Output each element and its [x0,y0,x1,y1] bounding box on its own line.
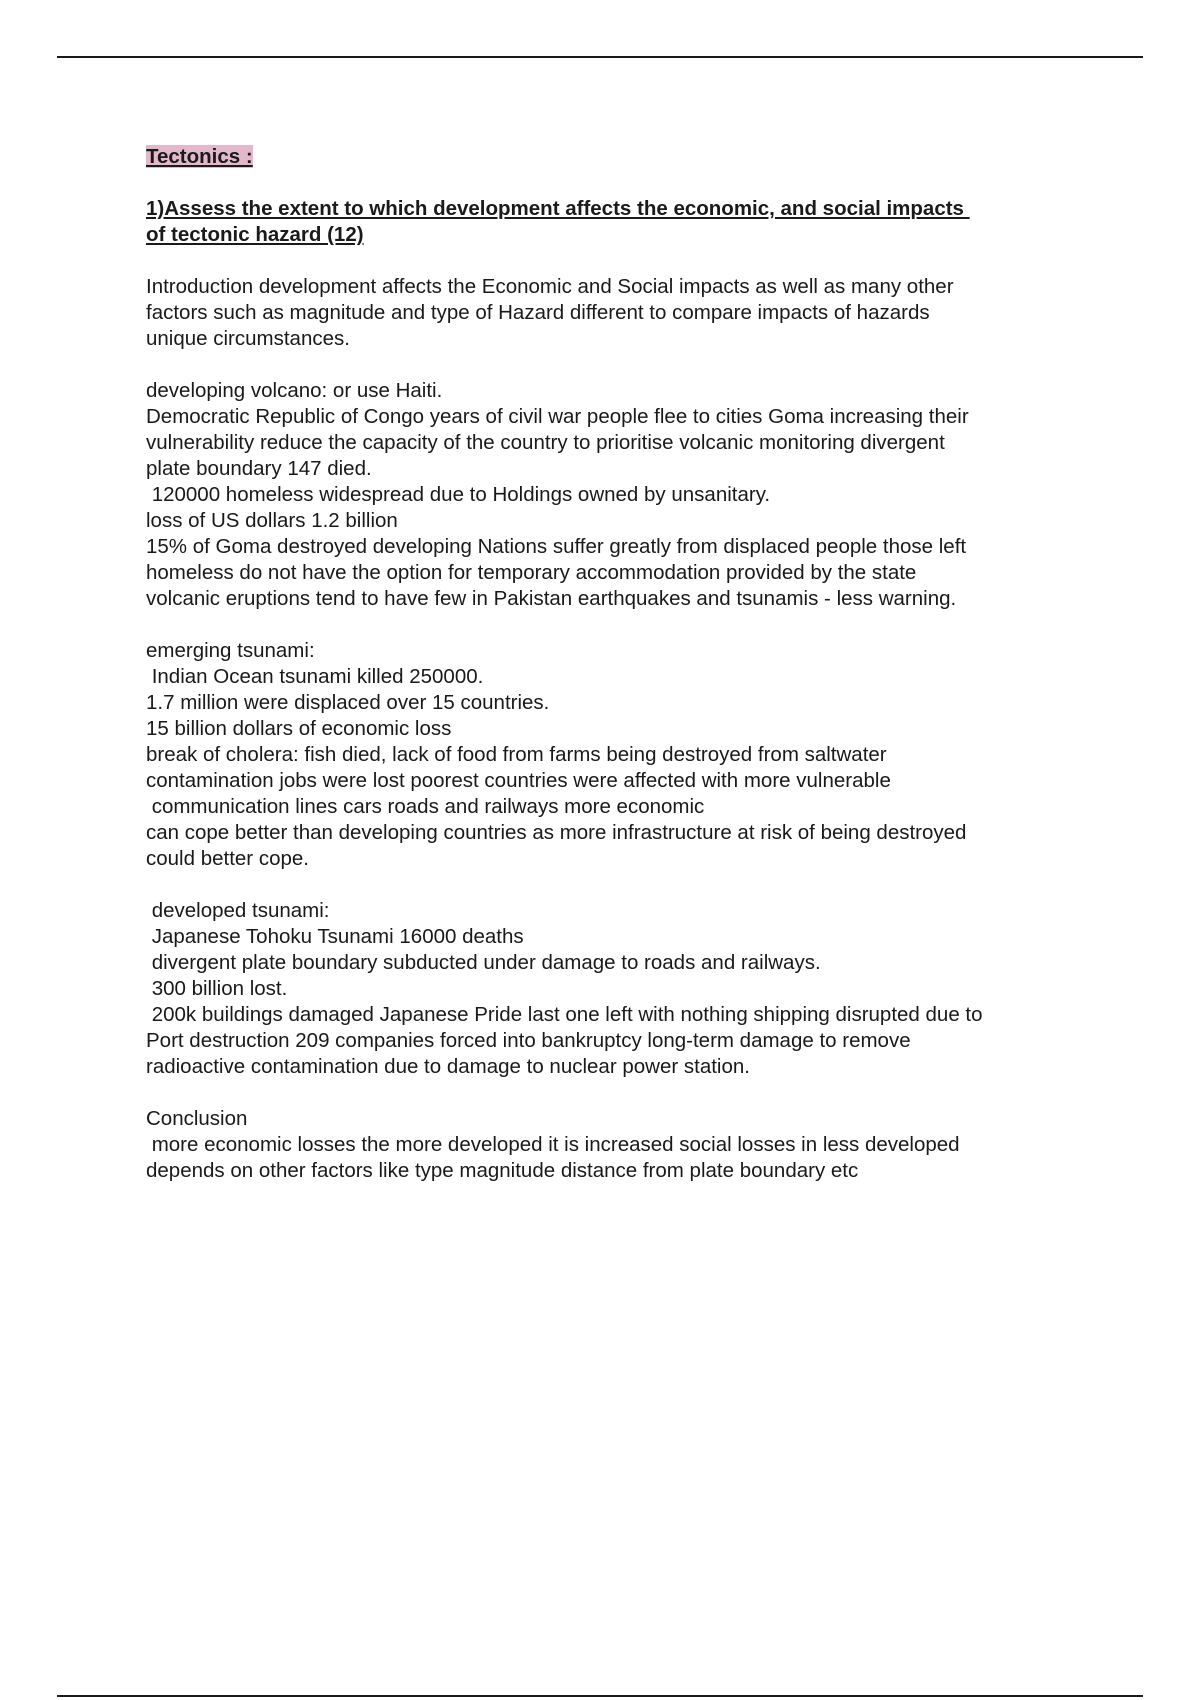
introduction-paragraph [146,274,1076,352]
text-line: factors such as magnitude and type of Hazard different to compare impacts of hazards [146,301,930,324]
text-line: 200k buildings damaged Japanese Pride last one left with nothing shipping disrupted due to [146,1003,983,1026]
text-line: Conclusion [146,1107,248,1130]
text-line: Port destruction 209 companies forced into bankruptcy long-term damage to remove [146,1029,911,1052]
text-line: can cope better than developing countries as more infrastructure at risk of being destroyed [146,821,967,844]
bottom-rule [57,1695,1143,1697]
text-line: Japanese Tohoku Tsunami 16000 deaths [146,925,524,948]
text-line: developing volcano: or use Haiti. [146,379,443,402]
text-line: unique circumstances. [146,327,350,350]
text-line: 15 billion dollars of economic loss [146,717,452,740]
text-line: could better cope. [146,847,309,870]
title-highlight: Tectonics : [146,145,253,168]
text-line: 1.7 million were displaced over 15 countries. [146,691,550,714]
text-line: communication lines cars roads and railways more economic [146,795,705,818]
text-line: volcanic eruptions tend to have few in Pakistan earthquakes and tsunamis - less warning. [146,587,957,610]
text-line: break of cholera: fish died, lack of food from farms being destroyed from saltwater [146,743,887,766]
text-line: divergent plate boundary subducted under damage to roads and railways. [146,951,821,974]
text-line: 300 billion lost. [146,977,288,1000]
text-line: Democratic Republic of Congo years of civil war people flee to cities Goma increasing their [146,405,969,428]
text-line: 15% of Goma destroyed developing Nations suffer greatly from displaced people those left [146,535,967,558]
emerging-tsunami-paragraph [146,638,1076,872]
conclusion-paragraph [146,1106,1076,1184]
text-line: depends on other factors like type magnitude distance from plate boundary etc [146,1159,859,1182]
developing-volcano-paragraph [146,378,1076,612]
text-line: loss of US dollars 1.2 billion [146,509,398,532]
text-line: 120000 homeless widespread due to Holdings owned by unsanitary. [146,483,771,506]
text-line: contamination jobs were lost poorest countries were affected with more vulnerable [146,769,891,792]
page-title [146,144,1076,170]
document-body [146,144,1076,1210]
question-line: of tectonic hazard (12) [146,223,364,246]
text-line: developed tsunami: [146,899,330,922]
text-line: Indian Ocean tsunami killed 250000. [146,665,484,688]
text-line: plate boundary 147 died. [146,457,372,480]
text-line: homeless do not have the option for temporary accommodation provided by the state [146,561,917,584]
text-line: radioactive contamination due to damage to nuclear power station. [146,1055,750,1078]
text-line: emerging tsunami: [146,639,315,662]
developed-tsunami-paragraph [146,898,1076,1080]
question-line: 1)Assess the extent to which development affects the economic, and social impacts [146,197,970,220]
top-rule [57,56,1143,58]
essay-question [146,196,1076,248]
text-line: more economic losses the more developed it is increased social losses in less developed [146,1133,960,1156]
text-line: vulnerability reduce the capacity of the country to prioritise volcanic monitoring divergent [146,431,945,454]
text-line: Introduction development affects the Economic and Social impacts as well as many other [146,275,954,298]
